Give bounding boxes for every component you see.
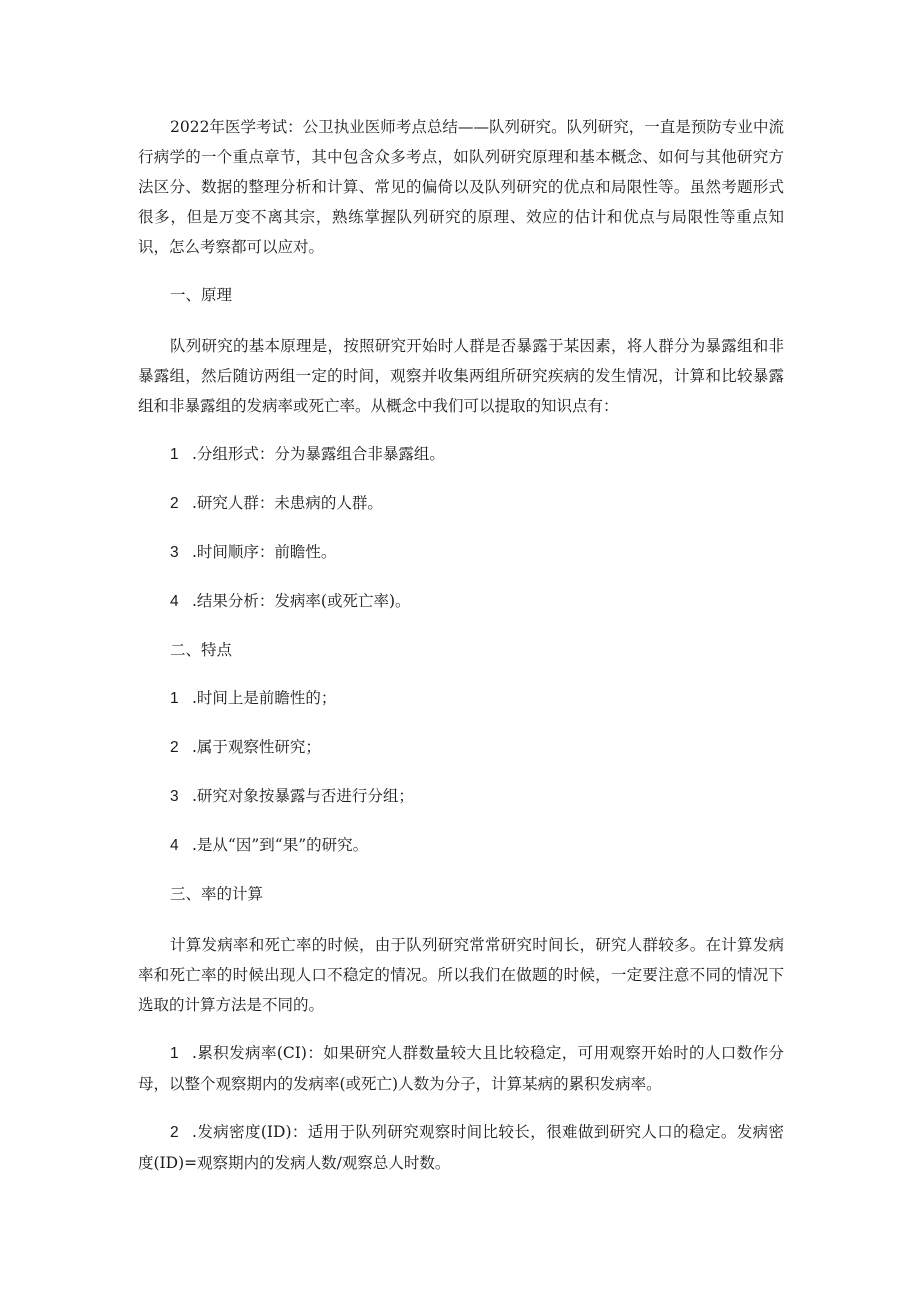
- list-item-number: 4: [170, 837, 179, 854]
- list-item-text: .研究对象按暴露与否进行分组；: [192, 787, 414, 805]
- section-heading-features: 二、特点: [170, 641, 233, 659]
- list-item: [138, 1038, 784, 1099]
- list-item: [138, 683, 784, 714]
- list-item-text: .结果分析：发病率(或死亡率)。: [192, 592, 411, 610]
- list-item: [138, 1117, 784, 1178]
- list-item: [138, 537, 784, 568]
- list-item-text: .分组形式：分为暴露组合非暴露组。: [192, 445, 445, 463]
- list-item-text: .时间上是前瞻性的；: [192, 689, 337, 707]
- list-item: [138, 439, 784, 470]
- list-item: [138, 781, 784, 812]
- list-item-number: 2: [170, 1124, 179, 1141]
- list-item-text: .时间顺序：前瞻性。: [192, 543, 337, 561]
- list-item: [138, 830, 784, 861]
- section-heading-rate-calculation: 三、率的计算: [170, 885, 264, 903]
- list-item-number: 1: [170, 446, 179, 463]
- list-item-text: .发病密度(ID)：适用于队列研究观察时间比较长，很难做到研究人口的稳定。发病密度(ID)=观察期内的发病人数/观察总人时数。: [138, 1123, 784, 1172]
- list-item-number: 1: [170, 690, 179, 707]
- list-item-number: 1: [170, 1045, 179, 1062]
- list-item-text: .是从“因”到“果”的研究。: [192, 836, 369, 854]
- section-heading-principle: 一、原理: [170, 286, 233, 304]
- list-item-number: 3: [170, 544, 179, 561]
- list-item: [138, 586, 784, 617]
- list-item-number: 3: [170, 788, 179, 805]
- document-body: [138, 112, 784, 1178]
- list-item-number: 2: [170, 739, 179, 756]
- intro-paragraph: 2022年医学考试：公卫执业医师考点总结——队列研究。队列研究，一直是预防专业中流行病学的一个重点章节，其中包含众多考点，如队列研究原理和基本概念、如何与其他研究方法区分、数据的整理分析和计算、常见的偏倚以及队列研究的优点和局限性等。虽然考题形式很多，但是万变不离其宗，熟练掌握队列研究的原理、效应的估计和优点与局限性等重点知识，怎么考察都可以应对。: [138, 118, 784, 256]
- list-item: [138, 732, 784, 763]
- list-item-text: .研究人群：未患病的人群。: [192, 494, 383, 512]
- principle-paragraph: 队列研究的基本原理是，按照研究开始时人群是否暴露于某因素，将人群分为暴露组和非暴露组，然后随访两组一定的时间，观察并收集两组所研究疾病的发生情况，计算和比较暴露组和非暴露组的发病率或死亡率。从概念中我们可以提取的知识点有：: [138, 337, 784, 415]
- list-item: [138, 488, 784, 519]
- rate-calculation-paragraph: 计算发病率和死亡率的时候，由于队列研究常常研究时间长，研究人群较多。在计算发病率和死亡率的时候出现人口不稳定的情况。所以我们在做题的时候，一定要注意不同的情况下选取的计算方法是不同的。: [138, 936, 784, 1014]
- list-item-text: .属于观察性研究；: [192, 738, 321, 756]
- list-item-number: 2: [170, 495, 179, 512]
- list-item-text: .累积发病率(CI)：如果研究人群数量较大且比较稳定，可用观察开始时的人口数作分母，以整个观察期内的发病率(或死亡)人数为分子，计算某病的累积发病率。: [138, 1044, 784, 1093]
- list-item-number: 4: [170, 593, 179, 610]
